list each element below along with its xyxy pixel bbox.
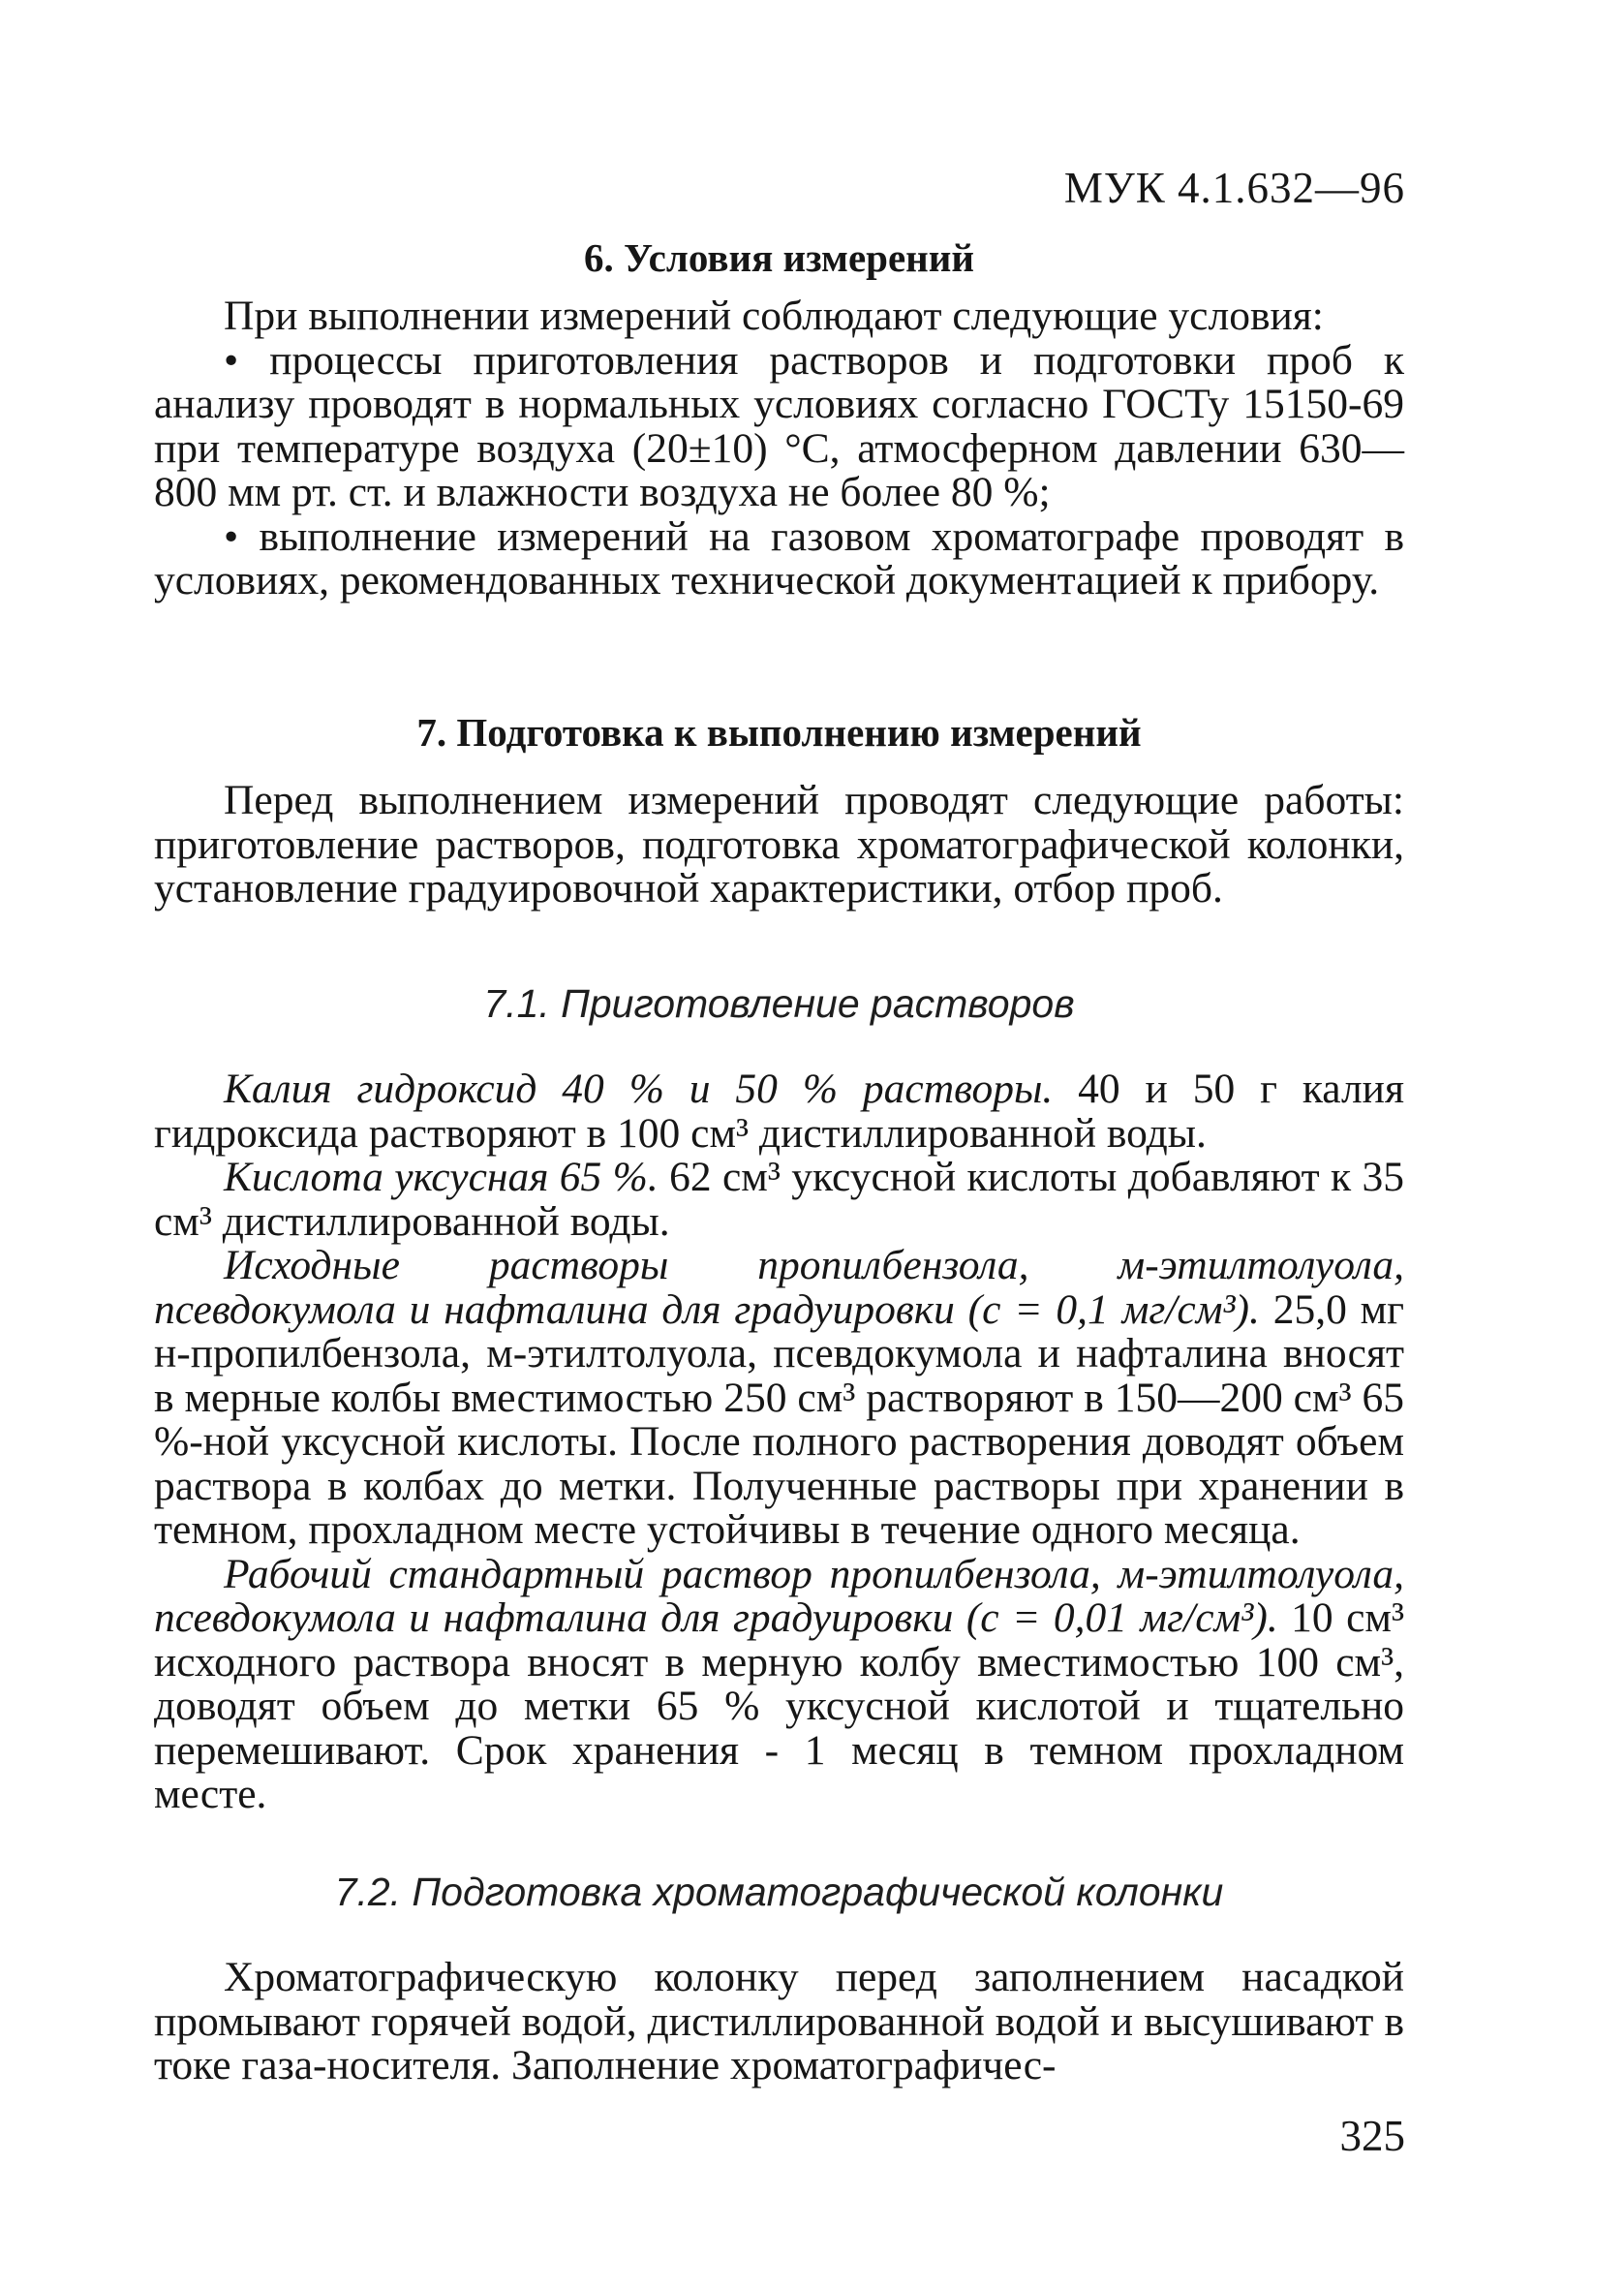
document-code: МУК 4.1.632—96 xyxy=(1063,164,1405,212)
solution-acetic-acid-lead: Кислота уксусная 65 %. xyxy=(224,1154,659,1200)
section-7-2-text: Хроматографическую колонку перед заполнением насадкой промывают горячей водой, дистиллированной водой и высушивают в токе газа-носителя. Заполнение хроматографичес- xyxy=(154,1954,1404,2088)
solution-acetic-acid-text: 62 см³ уксусной кислоты добавляют к 35 см³ дистиллированной воды. xyxy=(154,1154,1404,1245)
section-7-2 xyxy=(154,1865,1404,2088)
solution-stock xyxy=(154,1244,1404,1553)
section-6-bullet-2: • выполнение измерений на газовом хроматографе проводят в условиях, рекомендованных технической документацией к прибору. xyxy=(154,512,1404,603)
solution-working-text: 10 см³ исходного раствора вносят в мерную колбу вместимостью 100 см³, доводят объем до метки 65 % уксусной кислотой и тщательно перемешивают. Срок хранения - 1 месяц в темном прохладном месте. xyxy=(154,1594,1404,1817)
solution-stock-lead: Исходные растворы пропилбензола, м-этилтолуола, псевдокумола и нафталина для градуировки (с = 0,1 мг/см³). xyxy=(154,1242,1404,1333)
section-7-intro: Перед выполнением измерений проводят следующие работы: приготовление растворов, подготовка хроматографической колонки, установление градуировочной характеристики, отбор проб. xyxy=(154,777,1404,912)
solution-koh-text: 40 и 50 г калия гидроксида растворяют в 100 см³ дистиллированной воды. xyxy=(154,1066,1404,1157)
section-7 xyxy=(154,705,1404,912)
solution-working-lead: Рабочий стандартный раствор пропилбензола, м-этилтолуола, псевдокумола и нафталина для градуировки (с = 0,01 мг/см³). xyxy=(154,1550,1404,1641)
solution-acetic-acid xyxy=(154,1156,1404,1244)
page-number: 325 xyxy=(1339,2112,1405,2160)
section-6-intro: При выполнении измерений соблюдают следующие условия: xyxy=(224,293,1324,339)
solution-stock-text: 25,0 мг н-пропилбензола, м-этилтолуола, псевдокумола и нафталина вносят в мерные колбы вместимостью 250 см³ растворяют в 150—200 см³ 65 %-ной уксусной кислоты. После полного растворения доводят объем раствора в колбах до метки. Полученные растворы при хранении в темном, прохладном месте устойчивы в течение одного месяца. xyxy=(154,1285,1404,1553)
section-6-title: 6. Условия измерений xyxy=(583,235,975,280)
solution-koh-lead: Калия гидроксид 40 % и 50 % растворы. xyxy=(224,1066,1054,1112)
section-7-1 xyxy=(154,976,1404,1817)
section-7-2-title: 7.2. Подготовка хроматографической колонки xyxy=(334,1870,1224,1914)
section-6-bullet-1: • процессы приготовления растворов и подготовки проб к анализу проводят в нормальных условиях согласно ГОСТу 15150-69 при температуре воздуха (20±10) °С, атмосферном давлении 630—800 мм рт. ст. и влажности воздуха не более 80 %; xyxy=(154,336,1404,515)
section-7-1-title: 7.1. Приготовление растворов xyxy=(483,981,1075,1026)
solution-working xyxy=(154,1550,1404,1817)
solution-koh xyxy=(154,1067,1404,1156)
section-7-title: 7. Подготовка к выполнению измерений xyxy=(416,710,1142,755)
section-6 xyxy=(154,231,1404,603)
